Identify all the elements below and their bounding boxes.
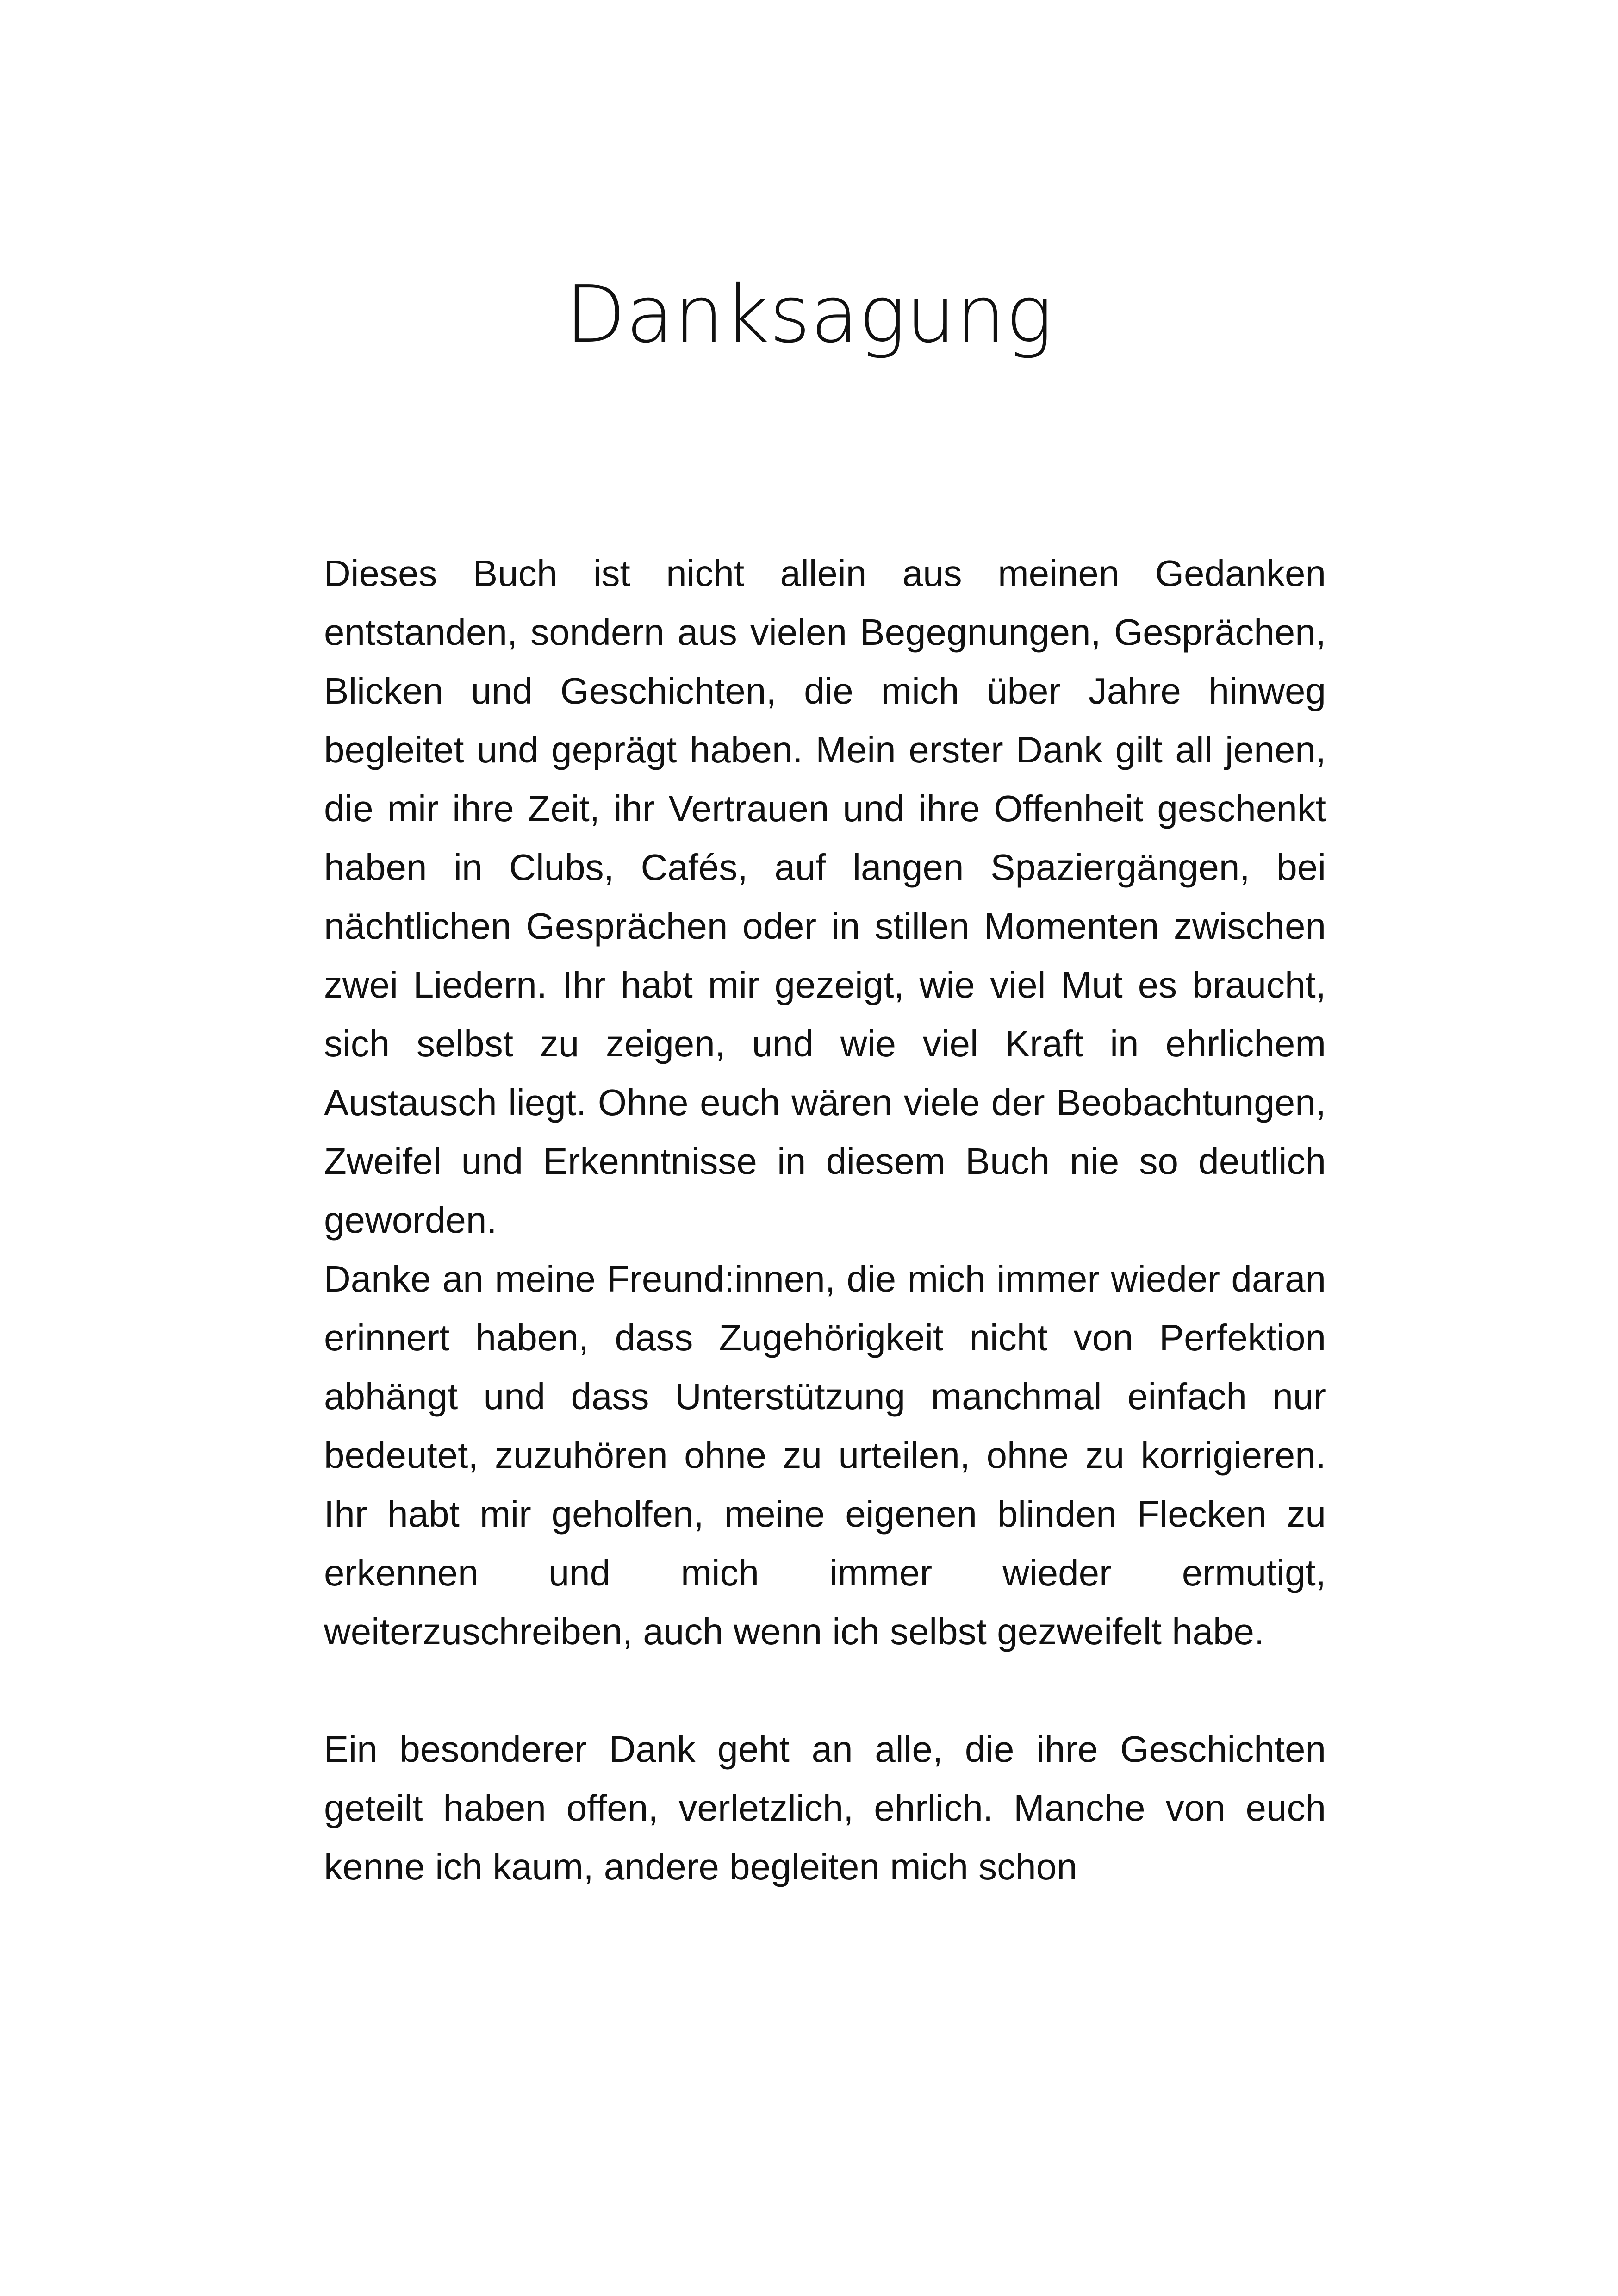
body-text bbox=[324, 544, 1326, 1896]
paragraph-2: Danke an meine Freund:innen, die mich immer wieder daran erinnert haben, dass Zugehörigkeit nicht von Perfektion abhängt und dass Unterstützung manchmal einfach nur bedeutet, zuzuhören ohne zu urteilen, ohne zu korrigieren. Ihr habt mir geholfen, meine eigenen blinden Flecken zu erkennen und mich immer wieder ermutigt, weiterzuschreiben, auch wenn ich selbst gezweifelt habe. bbox=[324, 1258, 1326, 1652]
paragraph-1: Dieses Buch ist nicht allein aus meinen Gedanken entstanden, sondern aus vielen Begegnungen, Gesprächen, Blicken und Geschichten, die mich über Jahre hinweg begleitet und geprägt haben. Mein erster Dank gilt all jenen, die mir ihre Zeit, ihr Vertrauen und ihre Offenheit geschenkt haben in Clubs, Cafés, auf langen Spaziergängen, bei nächtlichen Gesprächen oder in stillen Momenten zwischen zwei Liedern. Ihr habt mir gezeigt, wie viel Mut es braucht, sich selbst zu zeigen, und wie viel Kraft in ehrlichem Austausch liegt. Ohne euch wären viele der Beobachtungen, Zweifel und Erkenntnisse in diesem Buch nie so deutlich geworden. bbox=[324, 553, 1326, 1241]
page-title: Danksagung bbox=[565, 269, 1053, 361]
paragraph-3: Ein besonderer Dank geht an alle, die ihre Geschichten geteilt haben offen, verletzlich, ehrlich. Manche von euch kenne ich kaum, andere begleiten mich schon bbox=[324, 1728, 1326, 1887]
